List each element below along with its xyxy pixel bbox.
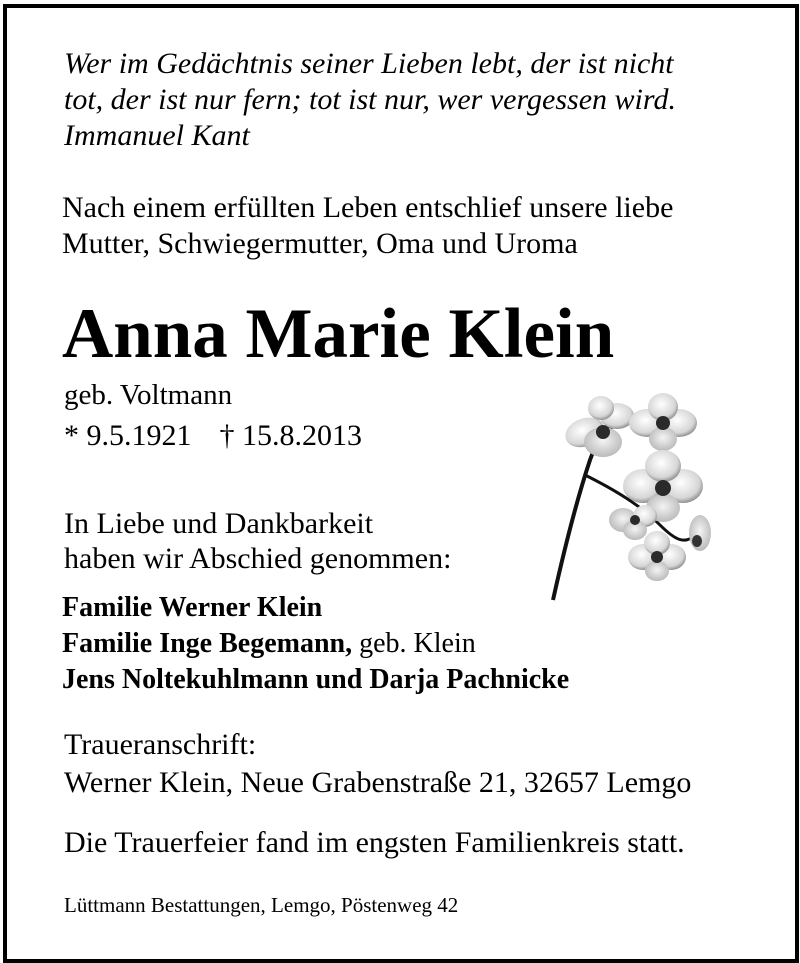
thanks-text (64, 506, 451, 576)
intro-line-2: Mutter, Schwiegermutter, Oma und Uroma (62, 227, 578, 260)
mourner-2-name: Familie Inge Begemann, (62, 628, 353, 659)
quote-line-1: Wer im Gedächtnis seiner Lieben lebt, der ist nicht (64, 47, 674, 80)
address-value: Werner Klein, Neue Grabenstraße 21, 32657 Lemgo (64, 766, 692, 799)
mourning-address (64, 726, 691, 802)
mourner-2-maiden: geb. Klein (352, 628, 476, 659)
quote-block (64, 46, 764, 154)
address-label: Traueranschrift: (64, 728, 257, 761)
mourners-list (62, 590, 569, 698)
birth-date: * 9.5.1921 (64, 419, 192, 452)
mourner-1 (62, 590, 569, 626)
undertaker-info: Lüttmann Bestattungen, Lemgo, Pöstenweg 42 (64, 893, 459, 917)
quote-author: Immanuel Kant (64, 119, 250, 152)
quote-line-2: tot, der ist nur fern; tot ist nur, wer vergessen wird. (64, 83, 676, 116)
maiden-name: geb. Voltmann (64, 379, 233, 411)
deceased-name: Anna Marie Klein (62, 295, 615, 373)
mourner-3-name: Jens Noltekuhlmann und Darja Pachnicke (62, 664, 570, 695)
ceremony-note: Die Trauerfeier fand im engsten Familienkreis statt. (64, 826, 685, 859)
mourner-3 (62, 662, 569, 698)
intro-text (62, 190, 762, 262)
intro-line-1: Nach einem erfüllten Leben entschlief unsere liebe (62, 191, 674, 224)
mourner-1-name: Familie Werner Klein (62, 592, 323, 623)
death-date: † 15.8.2013 (219, 419, 362, 452)
thanks-line-2: haben wir Abschied genommen: (64, 542, 452, 575)
life-dates (64, 418, 362, 454)
mourner-2 (62, 626, 569, 662)
orchid-icon (545, 385, 725, 605)
thanks-line-1: In Liebe und Dankbarkeit (64, 507, 374, 540)
